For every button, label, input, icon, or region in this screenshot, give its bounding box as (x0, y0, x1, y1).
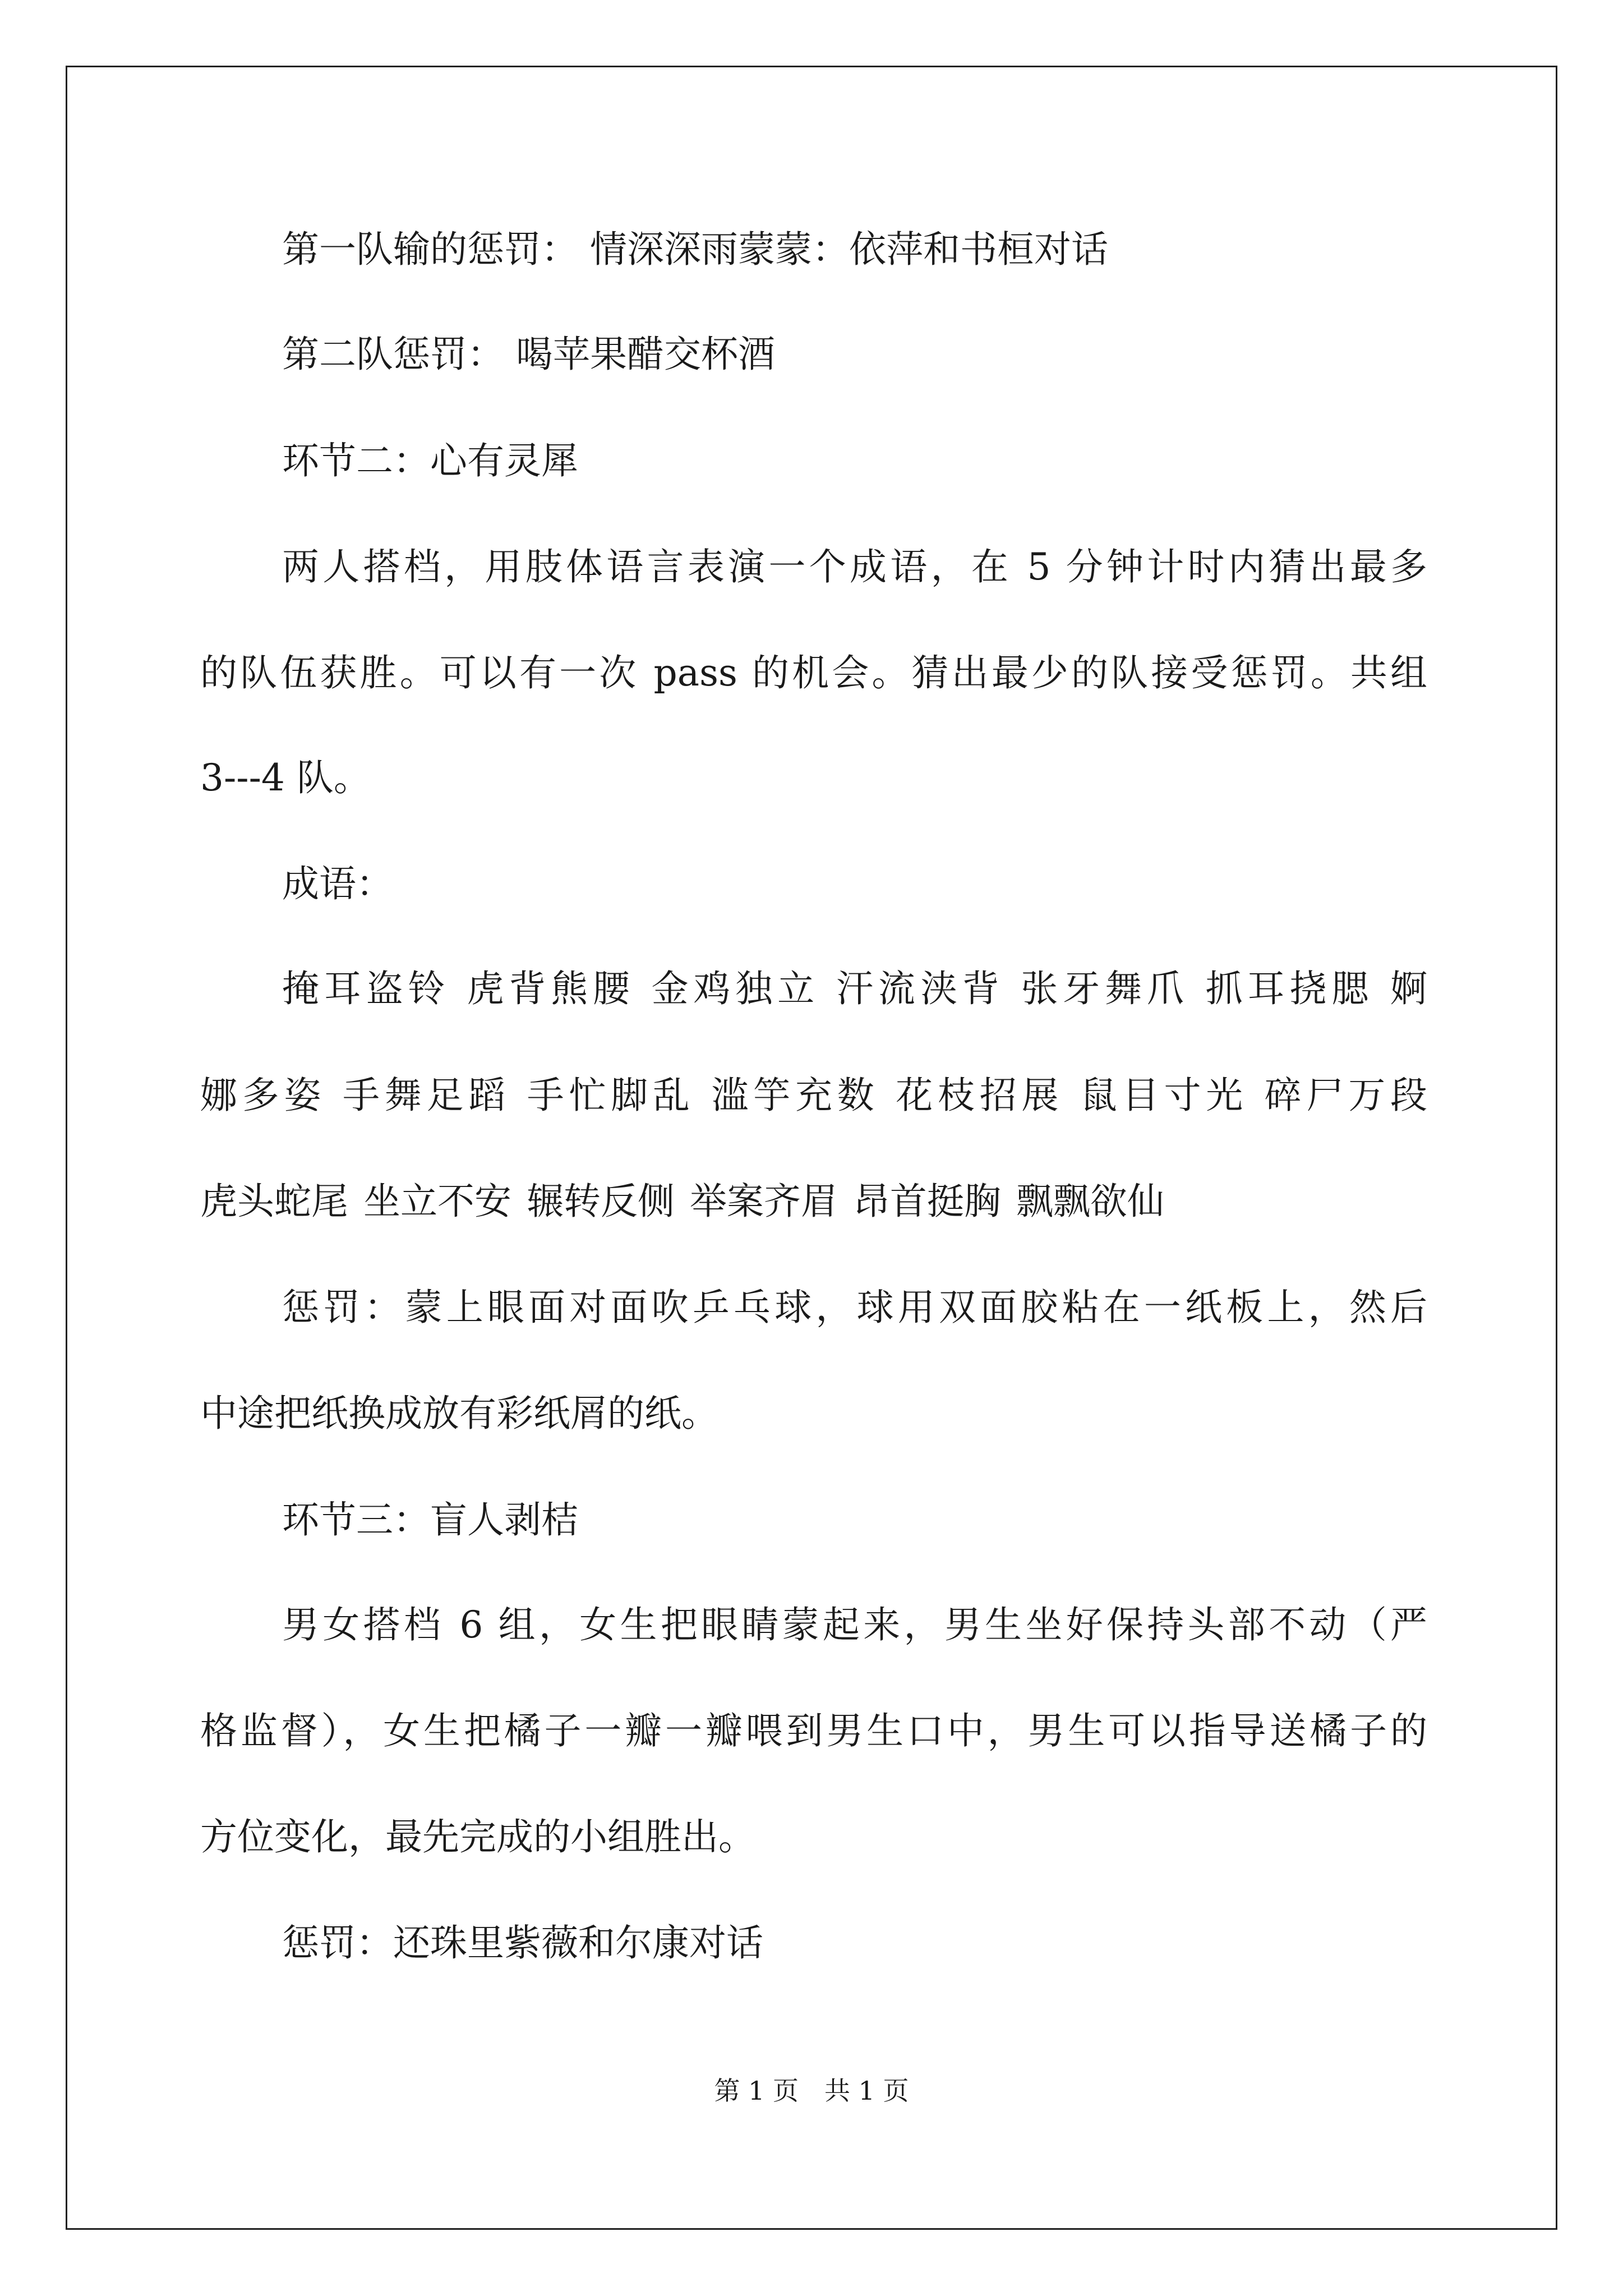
section-heading: 环节三：盲人剥桔 (282, 1498, 578, 1542)
page-border (66, 66, 1557, 2230)
paragraph-line: 两人搭档，用肢体语言表演一个成语，在 5 分钟计时内猜出最多 (282, 545, 1427, 588)
idiom-list-line: 掩耳盗铃 虎背熊腰 金鸡独立 汗流浃背 张牙舞爪 抓耳挠腮 婀 (282, 967, 1427, 1010)
paragraph-line: 惩罚：还珠里紫薇和尔康对话 (282, 1921, 763, 1964)
paragraph-line: 方位变化，最先完成的小组胜出。 (200, 1815, 755, 1858)
section-label: 成语： (282, 862, 393, 905)
idiom-list-line: 娜多姿 手舞足蹈 手忙脚乱 滥竽充数 花枝招展 鼠目寸光 碎尸万段 (200, 1074, 1427, 1117)
paragraph-line: 格监督），女生把橘子一瓣一瓣喂到男生口中，男生可以指导送橘子的 (200, 1709, 1427, 1752)
paragraph-line: 第二队惩罚： 喝苹果醋交杯酒 (282, 333, 775, 376)
page-number-footer: 第 1 页 共 1 页 (714, 2076, 909, 2106)
idiom-list-line: 虎头蛇尾 坐立不安 辗转反侧 举案齐眉 昂首挺胸 飘飘欲仙 (200, 1180, 1164, 1223)
paragraph-line: 惩罚：蒙上眼面对面吹乒乓球，球用双面胶粘在一纸板上，然后 (282, 1286, 1427, 1329)
paragraph-line: 男女搭档 6 组，女生把眼睛蒙起来，男生坐好保持头部不动（严 (282, 1603, 1427, 1646)
paragraph-line: 第一队输的惩罚： 情深深雨蒙蒙：依萍和书桓对话 (282, 228, 1108, 271)
section-heading: 环节二：心有灵犀 (282, 439, 578, 482)
paragraph-line: 的队伍获胜。可以有一次 pass 的机会。猜出最少的队接受惩罚。共组 (200, 651, 1427, 694)
paragraph-line: 中途把纸换成放有彩纸屑的纸。 (200, 1392, 718, 1435)
paragraph-line: 3---4 队。 (200, 756, 371, 799)
